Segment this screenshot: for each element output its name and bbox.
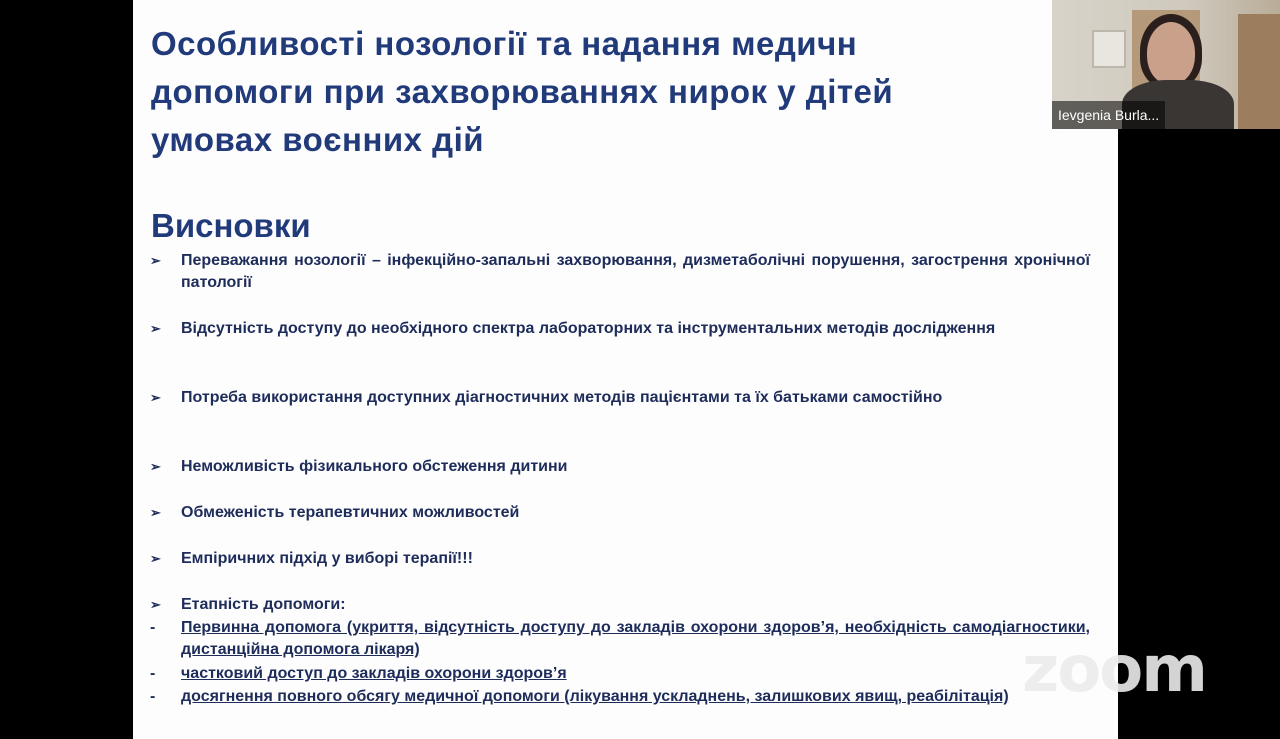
slide-title-line-3: умовах воєнних дій <box>151 121 485 158</box>
bullet-text: Обмеженість терапевтичних можливостей <box>181 504 520 521</box>
bookshelf <box>1238 14 1280 129</box>
participant-video-tile[interactable] <box>1052 0 1280 129</box>
wall-picture <box>1092 30 1126 68</box>
bullet-item <box>150 318 1090 340</box>
sub-item-text: досягнення повного обсягу медичної допомоги (лікування ускладнень, залишкових явищ, реабілітація) <box>181 688 1009 705</box>
participant-name-label: Ievgenia Burla... <box>1052 101 1165 129</box>
bullet-text: Відсутність доступу до необхідного спектра лабораторних та інструментальних методів дослідження <box>181 320 996 337</box>
shared-slide <box>133 0 1118 739</box>
bullet-item <box>150 387 1090 409</box>
sub-item <box>150 617 1090 661</box>
bullet-text: Етапність допомоги: <box>181 596 346 613</box>
section-title: Висновки <box>151 207 311 244</box>
bullet-text: Неможливість фізикального обстеження дитини <box>181 458 568 475</box>
bullet-arrow-icon: ➢ <box>150 551 161 566</box>
bullet-arrow-icon: ➢ <box>150 390 161 405</box>
dash-marker: - <box>150 619 156 636</box>
slide-title-line-2: допомоги при захворюваннях нирок у дітей <box>151 73 894 110</box>
participant-face <box>1147 22 1195 84</box>
zoom-watermark-logo: zoom <box>1022 633 1206 707</box>
sub-item <box>150 686 1090 708</box>
slide-title-line-1: Особливості нозології та надання медичн <box>151 25 858 62</box>
bullet-arrow-icon: ➢ <box>150 459 161 474</box>
bullet-item <box>150 548 1090 570</box>
sub-item <box>150 663 1090 685</box>
sub-item-text: частковий доступ до закладів охорони здоров’я <box>181 665 567 682</box>
bullet-arrow-icon: ➢ <box>150 253 161 268</box>
bullet-item <box>150 594 1090 616</box>
bullet-text: Переважання нозології – інфекційно-запальні захворювання, дизметаболічні порушення, загострення хронічної патології <box>181 252 1090 291</box>
slide-title <box>151 20 1051 164</box>
dash-marker: - <box>150 688 156 705</box>
bullet-item <box>150 456 1090 478</box>
dash-marker: - <box>150 665 156 682</box>
bullet-arrow-icon: ➢ <box>150 597 161 612</box>
bullet-item <box>150 502 1090 524</box>
bullet-text: Емпіричних підхід у виборі терапії!!! <box>181 550 473 567</box>
bullet-text: Потреба використання доступних діагностичних методів пацієнтами та їх батьками самостійно <box>181 389 943 406</box>
bullet-arrow-icon: ➢ <box>150 321 161 336</box>
sub-item-text: Первинна допомога (укриття, відсутність доступу до закладів охорони здоров’я, необхідність самодіагностики, дистанційна допомога лікаря) <box>181 619 1090 658</box>
bullet-arrow-icon: ➢ <box>150 505 161 520</box>
bullet-item <box>150 250 1090 294</box>
